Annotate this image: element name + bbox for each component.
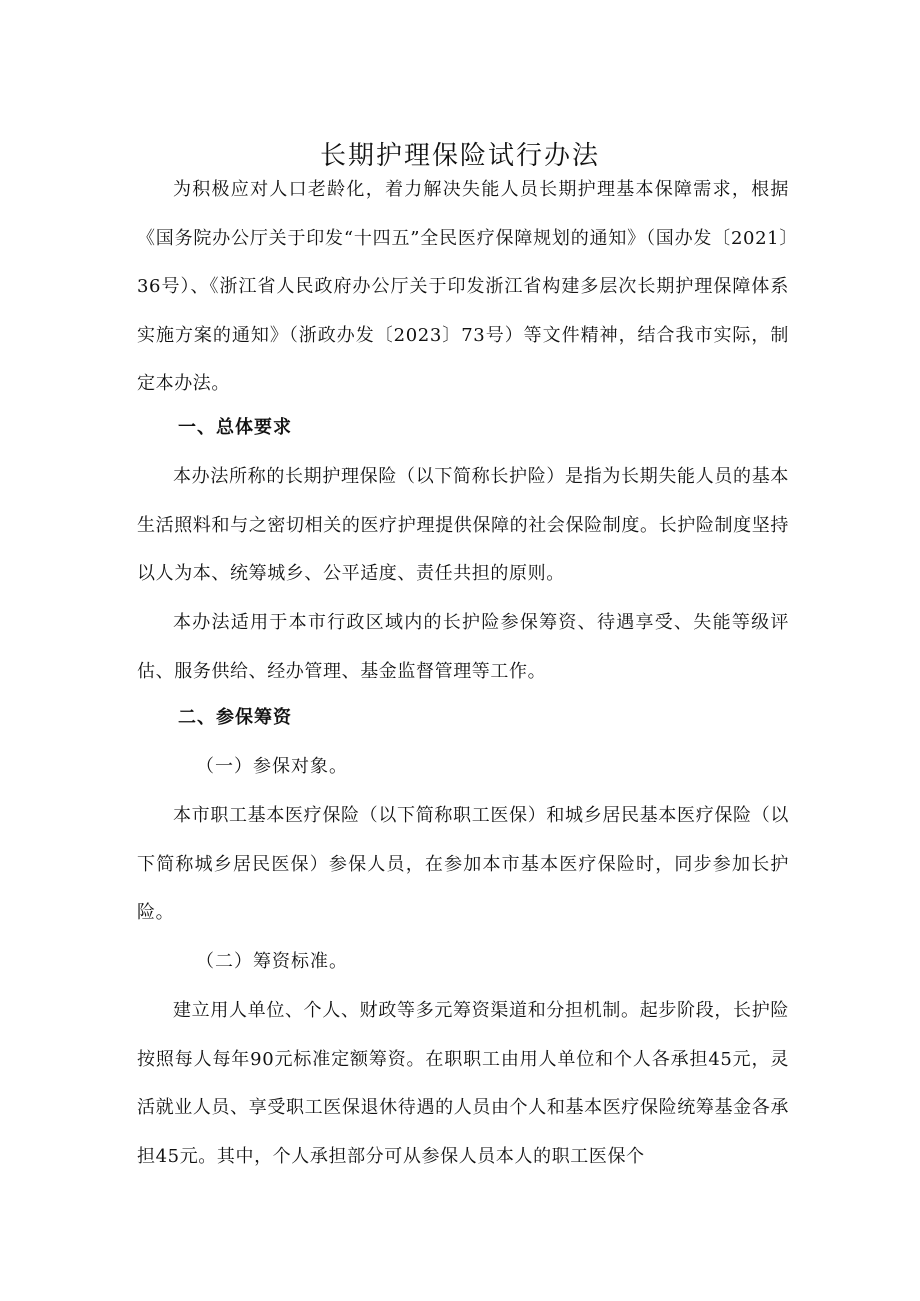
subsection-heading-funding-standard: （二）筹资标准。 bbox=[196, 951, 348, 972]
section-heading-general-requirements: 一、总体要求 bbox=[178, 417, 292, 438]
section-heading-enrollment-funding: 二、参保筹资 bbox=[178, 707, 292, 728]
section1-paragraph-1: 本办法所称的长期护理保险（以下简称长护险）是指为长期失能人员的基本生活照料和与之密切相关的医疗护理提供保障的社会保险制度。长护险制度坚持以人为本、统筹城乡、公平适度、责任共担的原则。 bbox=[137, 466, 789, 584]
subsection1-paragraph: 本市职工基本医疗保险（以下简称职工医保）和城乡居民基本医疗保险（以下简称城乡居民医保）参保人员，在参加本市基本医疗保险时，同步参加长护险。 bbox=[137, 805, 789, 923]
subsection2-paragraph: 建立用人单位、个人、财政等多元筹资渠道和分担机制。起步阶段，长护险按照每人每年90元标准定额筹资。在职职工由用人单位和个人各承担45元，灵活就业人员、享受职工医保退休待遇的人员由个人和基本医疗保险统筹基金各承担45元。其中，个人承担部分可从参保人员本人的职工医保个 bbox=[137, 1000, 789, 1167]
section1-paragraph-2: 本办法适用于本市行政区域内的长护险参保筹资、待遇享受、失能等级评估、服务供给、经办管理、基金监督管理等工作。 bbox=[137, 612, 789, 682]
intro-paragraph: 为积极应对人口老龄化，着力解决失能人员长期护理基本保障需求，根据《国务院办公厅关于印发“十四五”全民医疗保障规划的通知》（国办发〔2021〕36号）、《浙江省人民政府办公厅关于印发浙江省构建多层次长期护理保障体系实施方案的通知》（浙政办发〔2023〕73号）等文件精神，结合我市实际，制定本办法。 bbox=[137, 179, 789, 394]
subsection-heading-enrollment-targets: （一）参保对象。 bbox=[196, 756, 348, 777]
document-title: 长期护理保险试行办法 bbox=[319, 141, 600, 172]
